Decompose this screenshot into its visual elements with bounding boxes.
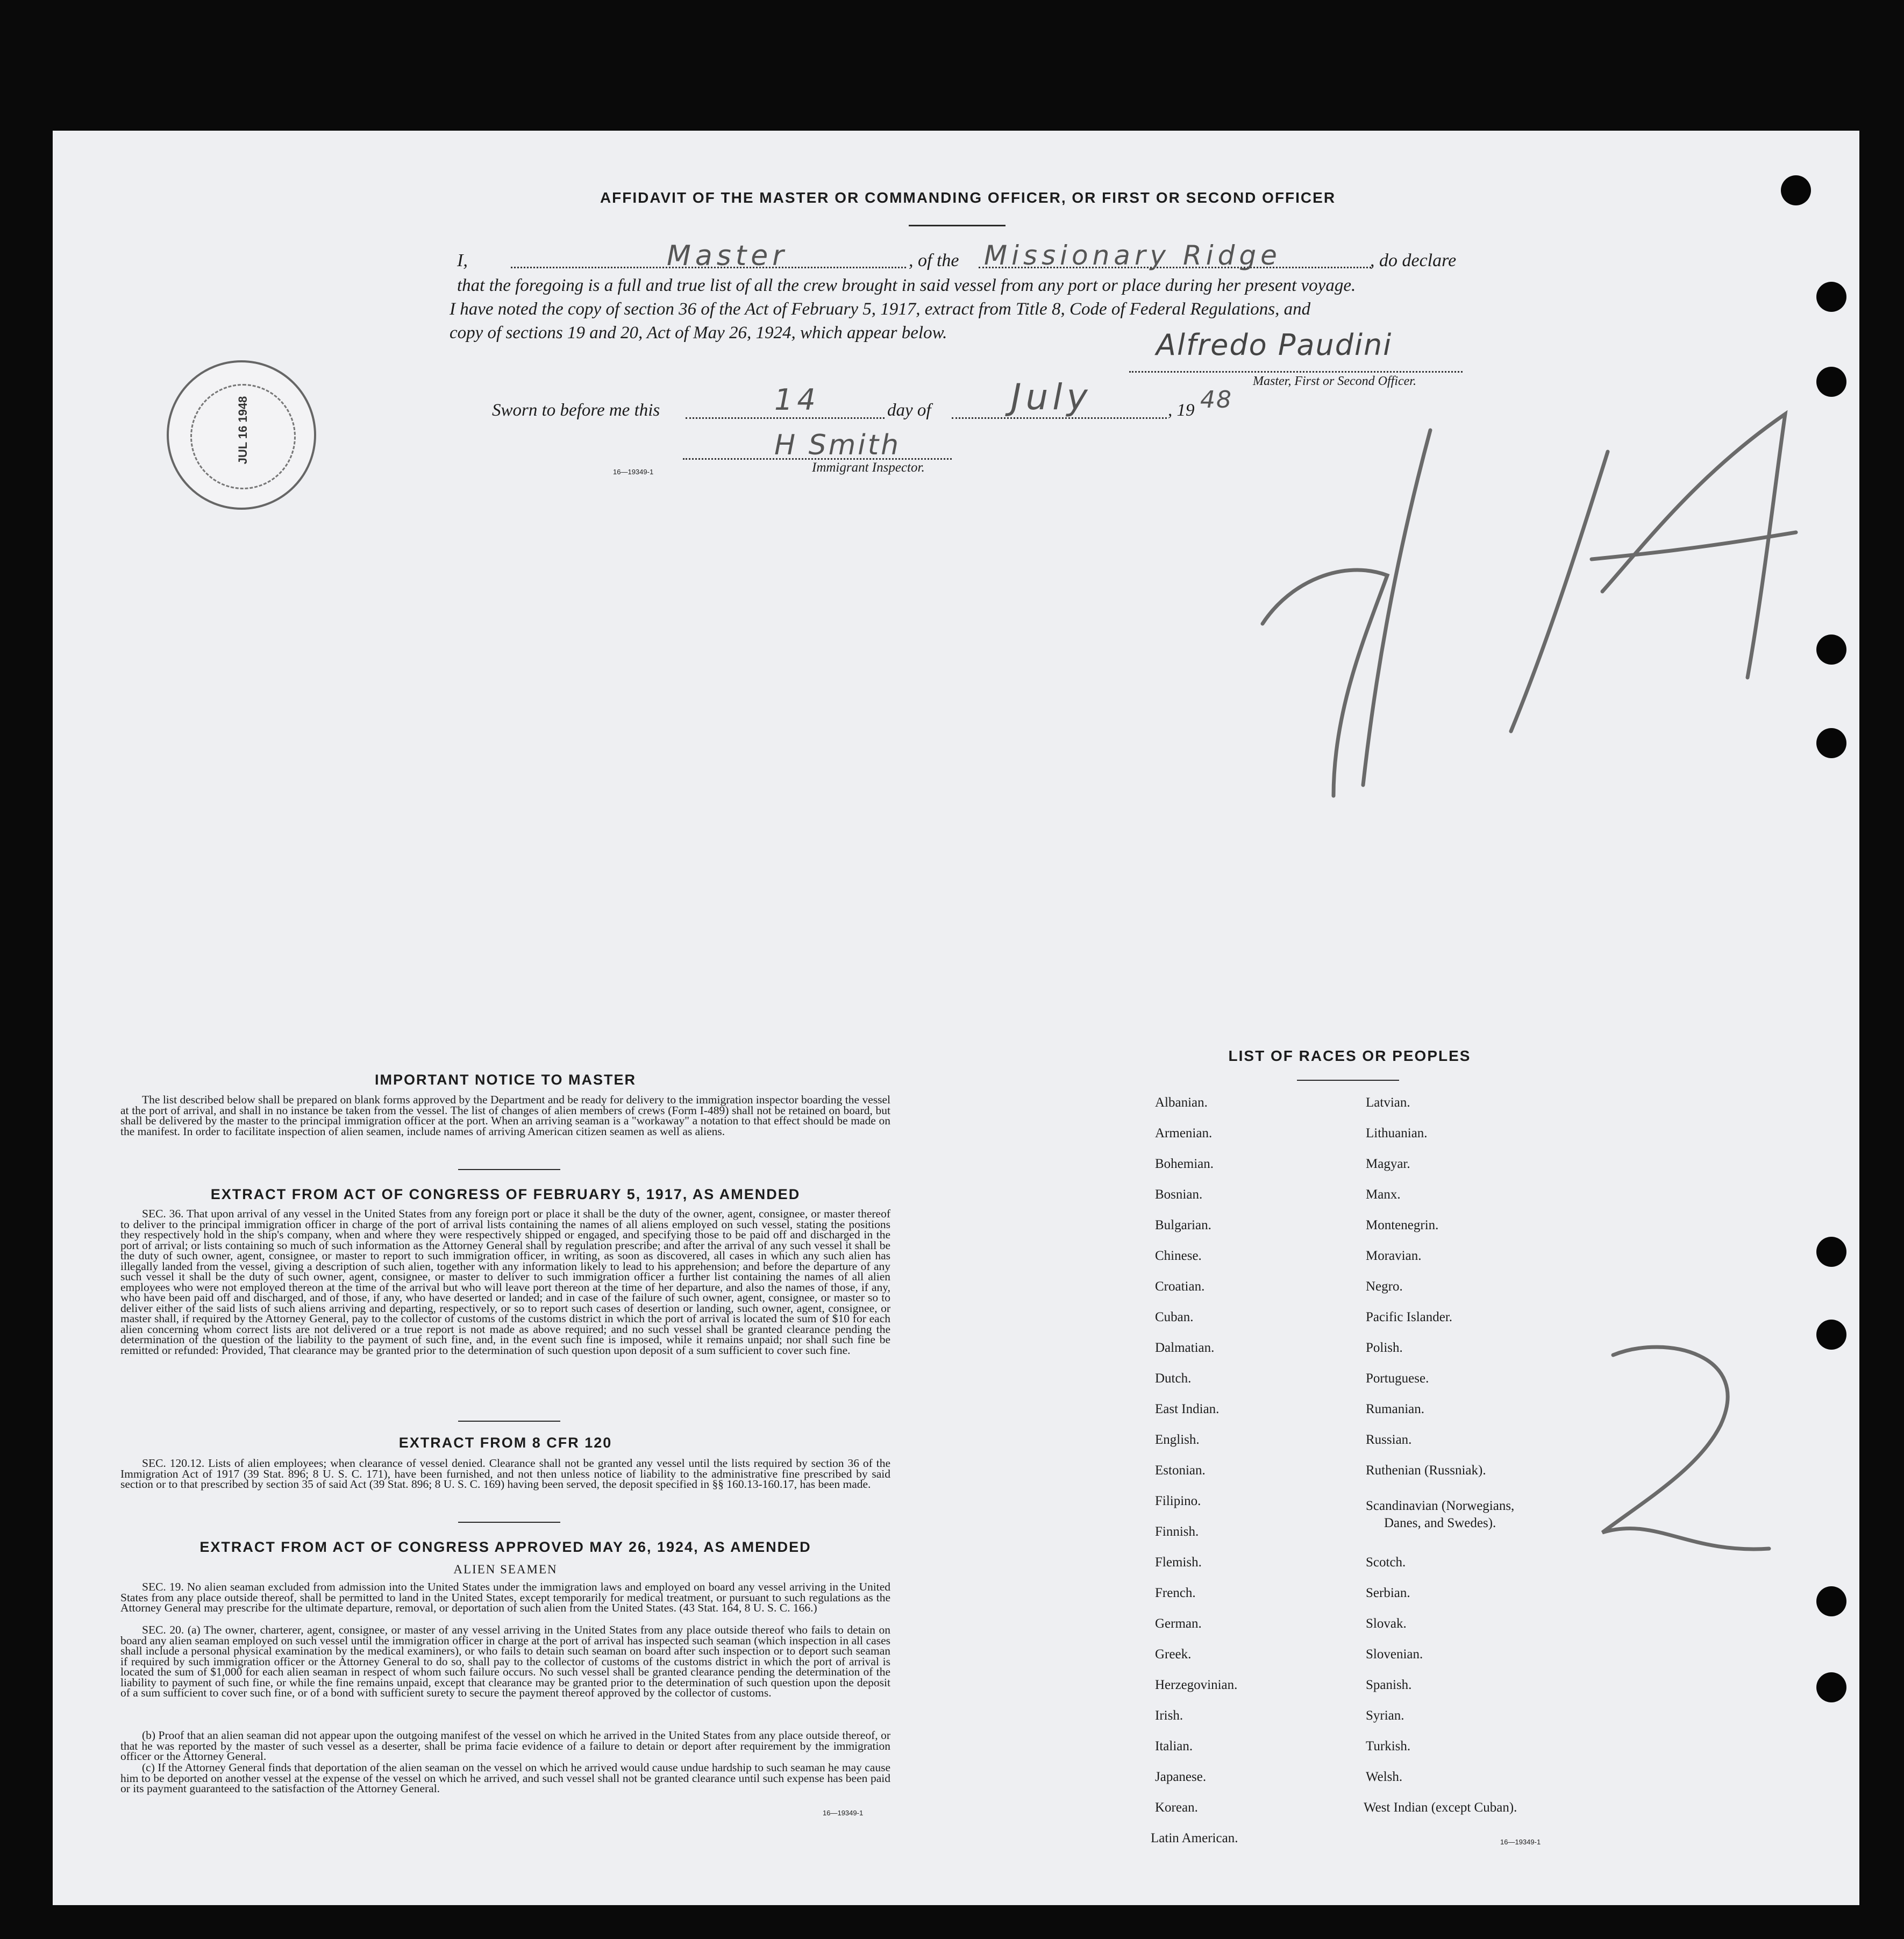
pencil-date-notation (1258, 409, 1817, 817)
affidavit-declare: , do declare (1370, 251, 1457, 270)
race-item: German. (1155, 1616, 1202, 1631)
punch-hole (1816, 635, 1846, 665)
race-item: Herzegovinian. (1155, 1678, 1238, 1692)
punch-hole (1816, 1672, 1846, 1702)
race-item: Finnish. (1155, 1524, 1199, 1539)
affidavit-line-3: I have noted the copy of section 36 of the Act of February 5, 1917, extract from Title 8, Code of Federal Regulations, and (450, 300, 1311, 319)
notice-body: The list described below shall be prepared on blank forms approved by the Department and be ready for delivery to the immigration inspector boarding the vessel at the port of arrival, and shall in no instance be taken from the vessel. The list of changes of alien members of crews (Form I-489) shall not be retained on board, but shall be delivered by the master to the principal immigration officer at the port. When an arriving seaman is a "workaway" a notation to that effect should be made on the manifest. In order to facilitate inspection of alien seamen, include names of arriving American citizen seamen as well as aliens. (120, 1093, 890, 1138)
affidavit-line-2: that the foregoing is a full and true list of all the crew brought in said vessel from any port or place during her present voyage. (457, 276, 1356, 295)
race-item: Cuban. (1155, 1310, 1194, 1324)
date-stamp (167, 360, 316, 510)
extract-1917-divider (458, 1421, 560, 1422)
race-item: Welsh. (1366, 1770, 1403, 1784)
race-item: Japanese. (1155, 1770, 1207, 1784)
race-item: Albanian. (1155, 1095, 1208, 1110)
signature-line (1129, 371, 1463, 373)
affidavit-title: AFFIDAVIT OF THE MASTER OR COMMANDING OFFICER, OR FIRST OR SECOND OFFICER (600, 189, 1336, 206)
race-item: Slovak. (1366, 1616, 1407, 1631)
punch-hole (1816, 1237, 1846, 1267)
sworn-month: July (1011, 376, 1092, 418)
race-item: Moravian. (1366, 1249, 1422, 1263)
race-item: Magyar. (1366, 1157, 1410, 1171)
vessel-name-handwriting: Missionary Ridge (984, 240, 1281, 271)
race-item: Ruthenian (Russniak). (1366, 1463, 1486, 1478)
sworn-day: 14 (774, 383, 820, 417)
race-item: Lithuanian. (1366, 1126, 1428, 1140)
race-item: Chinese. (1155, 1249, 1202, 1263)
race-item: Montenegrin. (1366, 1218, 1439, 1232)
sworn-year: 48 (1200, 386, 1232, 414)
affidavit-form-number: 16—19349-1 (613, 468, 654, 476)
extract-cfr-divider (458, 1522, 560, 1523)
inspector-caption: Immigrant Inspector. (812, 460, 925, 475)
race-item: French. (1155, 1586, 1196, 1600)
affidavit-i: I, (457, 251, 468, 270)
punch-hole (1781, 175, 1811, 205)
affidavit-line-1 (457, 248, 1468, 273)
title-divider (909, 225, 1006, 226)
master-name-handwriting: Master (667, 240, 788, 272)
sworn-label: Sworn to before me this (492, 401, 660, 420)
year-prefix: , 19 (1168, 401, 1195, 420)
race-item: Spanish. (1366, 1678, 1412, 1692)
race-item: Scotch. (1366, 1555, 1406, 1570)
extract-1924-sec20b: (b) Proof that an alien seaman did not appear upon the outgoing manifest of the vessel on which he arrived in the United States from any place outside thereof, or that he was reported by the master of such vessel as a deserter, shall be prima facie evidence of a failure to detain or deport after requirement by the immigration officer or the Attorney General. (120, 1729, 890, 1763)
punch-hole (1816, 282, 1846, 312)
race-item: Portuguese. (1366, 1371, 1429, 1386)
race-item: Italian. (1155, 1739, 1193, 1753)
race-item: Latin American. (1151, 1831, 1238, 1845)
extract-1924-sec20a: SEC. 20. (a) The owner, charterer, agent, consignee, or master of any vessel arriving in the United States from any place outside thereof who fails to detain on board any alien seaman employed on such vessel until the immigration officer in charge at the port of arrival has inspected such seaman (which inspection in all cases shall include a personal physical examination by the medical examiners), or who fails to detain such seaman on board after such inspection or to deport such seaman if required by such immigration officer or the Attorney General to do so, shall pay to the collector of customs of the customs district in which the port of arrival is located the sum of $1,000 for each alien seaman in respect of whom such failure occurs. No such vessel shall be granted clearance pending the determination of the liability to payment of such fine, or while the fine remains unpaid, except that clearance may be granted prior to the determination of such question upon the deposit of a sum sufficient to cover such fine, or of a bond with sufficient surety to secure the payment thereof approved by the collector of customs. (120, 1623, 890, 1699)
master-caption: Master, First or Second Officer. (1253, 374, 1416, 388)
race-item: Scandinavian (Norwegians, (1366, 1499, 1515, 1513)
day-of-label: day of (887, 401, 931, 420)
race-item: Russian. (1366, 1432, 1412, 1447)
punch-hole (1816, 367, 1846, 397)
extract-1924-title: EXTRACT FROM ACT OF CONGRESS APPROVED MAY 26, 1924, AS AMENDED (199, 1539, 811, 1555)
extract-1924-sec20c: (c) If the Attorney General finds that deportation of the alien seaman on the vessel on which he arrived would cause undue hardship to such seaman he may cause him to be deported on another vessel at the expense of the vessel on which he arrived, and such vessel shall not be granted clearance until such expense has been paid or its payment guaranteed to the satisfaction of the Attorney General. (120, 1761, 890, 1795)
race-item: Greek. (1155, 1647, 1192, 1662)
races-title: LIST OF RACES OR PEOPLES (1228, 1047, 1471, 1064)
extract-1917-body: SEC. 36. That upon arrival of any vessel in the United States from any foreign port or place it shall be the duty of the owner, agent, consignee, or master thereof to deliver to the principal immigration officer in charge of the port of arrival lists containing the names of all aliens employed on such vessel, stating the positions they respectively hold in the ship's company, when and where they were respectively shipped or engaged, and specifying those to be paid off and discharged in the port of arrival; or lists containing so much of such information as the Attorney General shall by regulation prescribe; and after the arrival of any such vessel it shall be the duty of such owner, agent, consignee, or master to report to such immigration officer, in writing, as soon as discovered, all cases in which any such alien has illegally landed from the vessel, giving a description of such alien, together with any information likely to lead to his apprehension; and before the departure of any such vessel it shall be the duty of such owner, agent, consignee, or master to deliver to such immigration officer a further list containing the names of all alien employees who were not employed thereon at the time of the arrival but who will leave port thereon at the time of her departure, and also the names of those, if any, who have been paid off and discharged, and of those, if any, who have deserted or landed; and in case of the failure of such owner, agent, consignee, or master so to deliver either of the said lists of such aliens arriving and departing, respectively, or so to report such cases of desertion or landing, such owner, agent, consignee, or master shall, if required by the Attorney General, pay to the collector of customs of the customs district in which the port of arrival is located the sum of $10 for each alien concerning whom correct lists are not delivered or a true report is not made as above required; and no such vessel shall be granted clearance pending the determination of the question of the liability to the payment of such fine, and, in the event such fine is imposed, while it remains unpaid; nor shall such fine be remitted or refunded: Provided, That clearance may be granted prior to the determination of such question upon deposit of a sum sufficient to cover such fine. (120, 1207, 890, 1357)
race-item: Rumanian. (1366, 1402, 1425, 1416)
race-item: Dutch. (1155, 1371, 1192, 1386)
race-item: Croatian. (1155, 1279, 1205, 1294)
race-item: Bohemian. (1155, 1157, 1214, 1171)
notice-title: IMPORTANT NOTICE TO MASTER (375, 1072, 636, 1088)
race-item: Manx. (1366, 1187, 1401, 1202)
race-item: Danes, and Swedes). (1384, 1516, 1496, 1530)
race-item: Filipino. (1155, 1494, 1201, 1508)
stamp-ring (190, 384, 296, 489)
inspector-line (683, 458, 952, 460)
inspector-signature: H Smith (774, 429, 901, 461)
race-item: Estonian. (1155, 1463, 1206, 1478)
master-signature: Alfredo Paudini (1156, 328, 1393, 362)
stamp-date: JUL 16 1948 (236, 396, 249, 465)
race-item: Dalmatian. (1155, 1341, 1215, 1355)
race-item: Serbian. (1366, 1586, 1410, 1600)
extract-cfr-title: EXTRACT FROM 8 CFR 120 (398, 1435, 612, 1451)
race-item: Bosnian. (1155, 1187, 1203, 1202)
extract-1917-title: EXTRACT FROM ACT OF CONGRESS OF FEBRUARY 5, 1917, AS AMENDED (210, 1186, 801, 1202)
races-form-number: 16—19349-1 (1500, 1838, 1541, 1846)
race-item: West Indian (except Cuban). (1364, 1800, 1517, 1815)
race-item: Negro. (1366, 1279, 1403, 1294)
punch-hole (1816, 728, 1846, 758)
notice-divider (458, 1169, 560, 1170)
day-blank (686, 417, 885, 419)
race-item: Bulgarian. (1155, 1218, 1211, 1232)
race-item: Korean. (1155, 1800, 1198, 1815)
affidavit-line-4: copy of sections 19 and 20, Act of May 26, 1924, which appear below. (450, 323, 947, 343)
race-item: Pacific Islander. (1366, 1310, 1453, 1324)
race-item: Latvian. (1366, 1095, 1410, 1110)
race-item: Flemish. (1155, 1555, 1202, 1570)
punch-hole (1816, 1320, 1846, 1350)
race-item: English. (1155, 1432, 1200, 1447)
race-item: East Indian. (1155, 1402, 1220, 1416)
pencil-number-two (1592, 1339, 1785, 1559)
extract-1924-subtitle: ALIEN SEAMEN (453, 1563, 558, 1576)
race-item: Turkish. (1366, 1739, 1411, 1753)
race-item: Slovenian. (1366, 1647, 1423, 1662)
extract-cfr-body: SEC. 120.12. Lists of alien employees; when clearance of vessel denied. Clearance shall not be granted any vessel until the lists required by section 36 of the Immigration Act of 1917 (39 Stat. 896; 8 U. S. C. 171), have been furnished, and not then unless notice of liability to the administrative fine prescribed by said section or to that prescribed by section 35 of said Act (39 Stat. 896; 8 U. S. C. 169) having been served, the deposit specified in §§ 160.13-160.17, has been made. (120, 1457, 890, 1491)
race-item: Syrian. (1366, 1708, 1404, 1723)
affidavit-of-the: , of the (909, 251, 959, 270)
extract-1924-form-number: 16—19349-1 (823, 1809, 864, 1817)
extract-1924-sec19: SEC. 19. No alien seaman excluded from admission into the United States under the immigration laws and employed on board any vessel arriving in the United States from any place outside thereof, shall be permitted to land in the United States, except temporarily for medical treatment, or pursuant to such regulations as the Attorney General may prescribe for the ultimate departure, removal, or deportation of such alien from the United States. (43 Stat. 164, 8 U. S. C. 166.) (120, 1580, 890, 1614)
punch-hole (1816, 1586, 1846, 1616)
races-divider (1297, 1080, 1399, 1081)
race-item: Irish. (1155, 1708, 1183, 1723)
race-item: Armenian. (1155, 1126, 1213, 1140)
race-item: Polish. (1366, 1341, 1403, 1355)
